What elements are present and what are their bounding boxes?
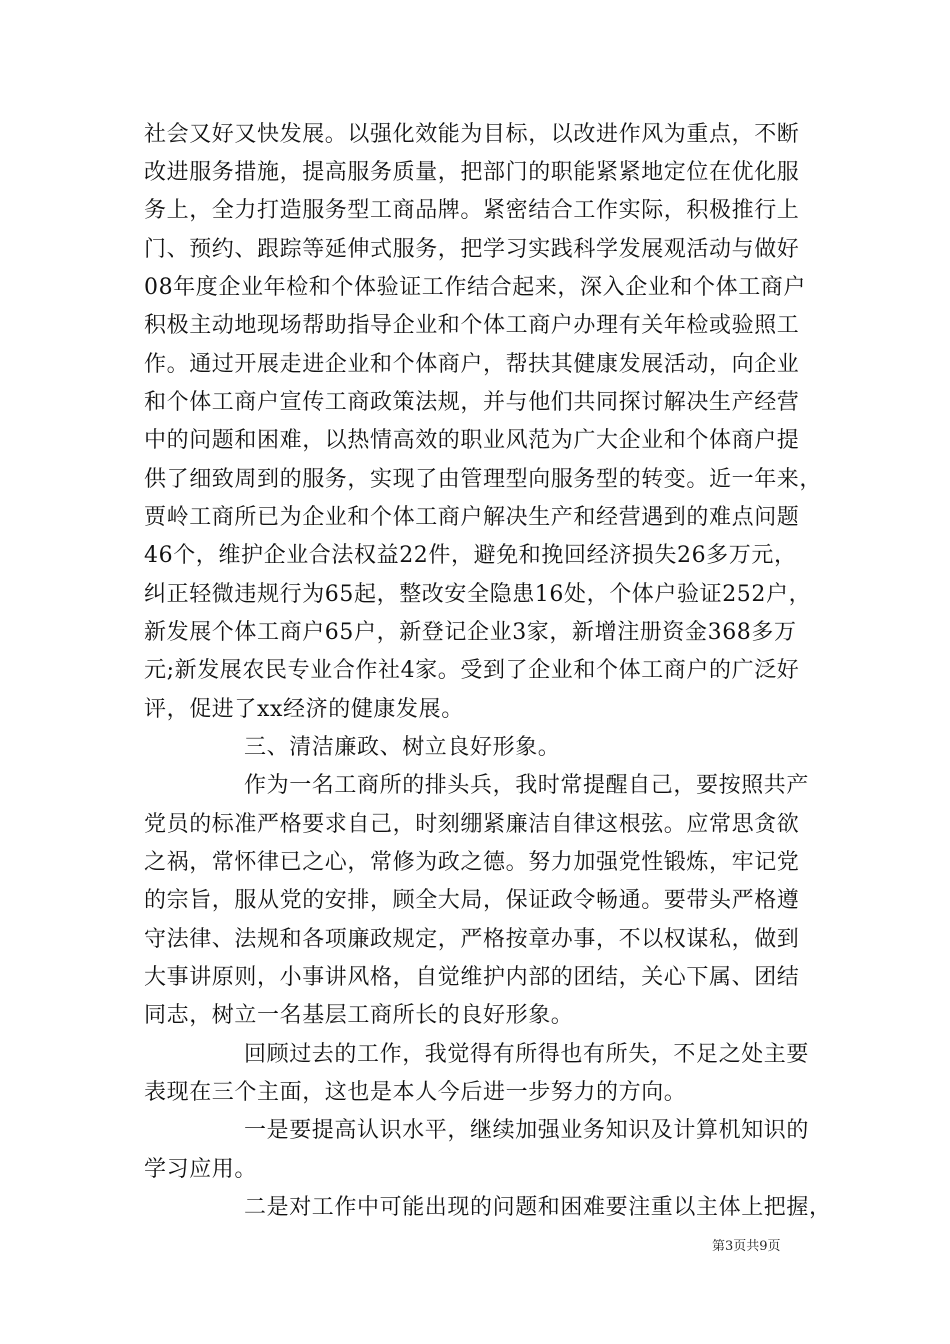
- body-text-line: 改进服务措施，提高服务质量，把部门的职能紧紧地定位在优化服: [144, 160, 800, 185]
- body-text-line: 回顾过去的工作，我觉得有所得也有所失，不足之处主要: [244, 1042, 810, 1067]
- section-heading: 三、清洁廉政、树立良好形象。: [244, 735, 561, 760]
- body-text-line: 新发展个体工商户65户，新登记企业3家，新增注册资金368多万: [144, 620, 797, 645]
- body-text-line: 一是要提高认识水平，继续加强业务知识及计算机知识的: [244, 1118, 810, 1143]
- page-number: 第3页共9页: [712, 1239, 781, 1254]
- body-text-line: 中的问题和困难，以热情高效的职业风范为广大企业和个体商户提: [144, 428, 800, 453]
- body-text-line: 表现在三个主面，这也是本人今后进一步努力的方向。: [144, 1080, 687, 1105]
- body-text-line: 务上，全力打造服务型工商品牌。紧密结合工作实际，积极推行上: [144, 198, 800, 223]
- body-text-line: 大事讲原则，小事讲风格，自觉维护内部的团结，关心下属、团结: [144, 965, 800, 990]
- body-text-line: 08年度企业年检和个体验证工作结合起来，深入企业和个体工商户: [144, 275, 806, 300]
- body-text-line: 同志，树立一名基层工商所长的良好形象。: [144, 1003, 574, 1028]
- body-text-line: 和个体工商户宣传工商政策法规，并与他们共同探讨解决生产经营: [144, 390, 800, 415]
- body-text-line: 学习应用。: [144, 1157, 258, 1182]
- body-text-line: 供了细致周到的服务，实现了由管理型向服务型的转变。近一年来，: [144, 467, 823, 492]
- body-text-line: 守法律、法规和各项廉政规定，严格按章办事，不以权谋私，做到: [144, 927, 800, 952]
- body-text-line: 之祸，常怀律已之心，常修为政之德。努力加强党性锻炼，牢记党: [144, 850, 800, 875]
- body-text-line: 积极主动地现场帮助指导企业和个体工商户办理有关年检或验照工: [144, 313, 800, 338]
- body-text-line: 作。通过开展走进企业和个体商户，帮扶其健康发展活动，向企业: [144, 352, 800, 377]
- body-text-line: 党员的标准严格要求自己，时刻绷紧廉洁自律这根弦。应常思贪欲: [144, 812, 800, 837]
- body-text-line: 门、预约、跟踪等延伸式服务，把学习实践科学发展观活动与做好: [144, 237, 800, 262]
- body-text-line: 社会又好又快发展。以强化效能为目标，以改进作风为重点，不断: [144, 122, 800, 147]
- body-text-line: 作为一名工商所的排头兵，我时常提醒自己，要按照共产: [244, 773, 810, 798]
- body-text-line: 纠正轻微违规行为65起，整改安全隐患16处，个体户验证252户，: [144, 582, 812, 607]
- body-text-line: 元;新发展农民专业合作社4家。受到了企业和个体工商户的广泛好: [144, 658, 800, 683]
- body-text-line: 评，促进了xx经济的健康发展。: [144, 697, 464, 722]
- body-text-line: 贾岭工商所已为企业和个体工商户解决生产和经营遇到的难点问题: [144, 505, 800, 530]
- body-text-line: 46个，维护企业合法权益22件，避免和挽回经济损失26多万元，: [144, 543, 797, 568]
- body-text-line: 的宗旨，服从党的安排，顾全大局，保证政令畅通。要带头严格遵: [144, 888, 800, 913]
- body-text-line: 二是对工作中可能出现的问题和困难要注重以主体上把握，: [244, 1195, 832, 1220]
